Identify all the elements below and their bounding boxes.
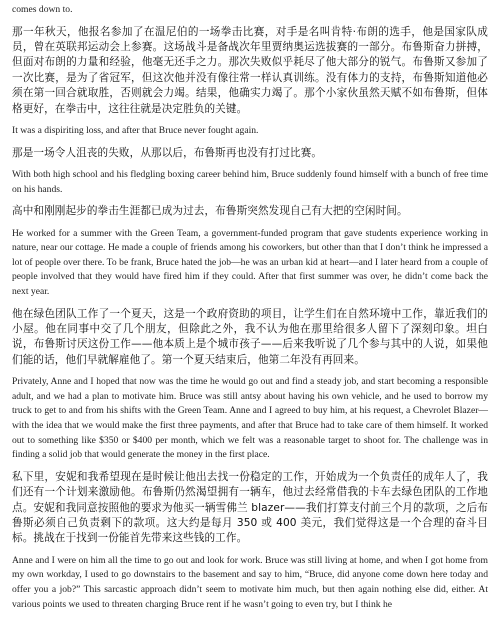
- paragraph-zh-green-team: 他在绿色团队工作了一个夏天，这是一个政府资助的项目，让学生们在自然环境中工作，靠近我们的小屋。他在同事中交了几个朋友，但除此之外，我不认为他在那里给很多人留下了深刻印象。坦白说，布鲁斯讨厌这份工作——他本质上是个城市孩子——后来我听说了几个参与其中的人说，如果他们能的话，他们早就解雇他了。第一个夏天结束后，他第二年没有再回来。: [12, 307, 488, 366]
- paragraph-zh-dispiriting-loss: 那是一场令人沮丧的失败，从那以后，布鲁斯再也没有打过比赛。: [12, 146, 323, 159]
- paragraph-en-dispiriting-loss: It was a dispiriting loss, and after that Bruce never fought again.: [12, 125, 259, 137]
- paragraph-en-steady-job: Privately, Anne and I hoped that now was the time he would go out and find a steady job, and start becoming a responsible adult, and we had a plan to motivate him. Bruce was still antsy about having his own vehicle, and he used to borrow my truck to get to and from his shifts with the Green Team. Anne and I agreed to buy him, at his request, a Chevrolet Blazer—with the idea that we would make the first three payments, and after that Bruce had to take care of them himself. It worked out to something like $350 or $400 per month, which we felt was a reasonable target to shoot for. The challenge was in finding a solid job that would generate the money in the first place.: [12, 376, 488, 461]
- paragraph-en-look-for-work: Anne and I were on him all the time to go out and look for work. Bruce was still living at home, and when I got home from my own workday, I used to go downstairs to the basement and say to him, “Bruce, did anyone come down here today and offer you a job?” This sarcastic approach didn’t seem to motivate him much, but then again nothing else did, either. At various points we used to threaten charging Bruce rent if he wasn’t going to even try, but I think he: [12, 554, 488, 610]
- paragraph-zh-boxing-match: 那一年秋天，他报名参加了在温尼伯的一场拳击比赛，对手是名叫肯特·布朗的选手，他是国家队成员，曾在英联邦运动会上参赛。这场战斗是备战次年里贾纳奥运选拔赛的一部分。布鲁斯奋力拼搏，但面对布朗的力量和经验，他毫无还手之力。那次失败似乎耗尽了他大部分的锐气。布鲁斯又参加了一次比赛，是为了省冠军，但这次他并没有像往常一样认真训练。没有体力的支持，布鲁斯知道他必须在第一回合就取胜，否则就会力竭。结果，他确实力竭了。那个小家伙虽然天赋不如布鲁斯，但体格更好，在拳击中，这往往就是决定胜负的关键。: [12, 25, 488, 115]
- paragraph-en-opening: comes down to.: [12, 4, 73, 15]
- paragraph-en-green-team: He worked for a summer with the Green Team, a government-funded program that gave students experience working in nature, near our cottage. He made a couple of friends among his coworkers, but other than that I don’t think he impressed a lot of people over there. To be frank, Bruce hated the job—he was an urban kid at heart—and I later heard from a couple of people involved that they would have fired him if they could. After that first summer was over, he didn’t come back the next year.: [12, 227, 488, 297]
- paragraph-en-free-time: With both high school and his fledgling boxing career behind him, Bruce suddenly found himself with a bunch of free time on his hands.: [12, 169, 488, 195]
- paragraph-zh-free-time: 高中和刚刚起步的拳击生涯都已成为过去，布鲁斯突然发现自己有大把的空闲时间。: [12, 205, 408, 218]
- paragraph-zh-steady-job: 私下里，安妮和我希望现在是时候让他出去找一份稳定的工作，开始成为一个负责任的成年人了，我们还有一个计划来激励他。布鲁斯仍然渴望拥有一辆车，他过去经常借我的卡车去绿色团队的工作地点。安妮和我同意按照他的要求为他买一辆雪佛兰 blazer——我们打算支付前三个月的款项，之后布鲁斯必须自己负责剩下的款项。这大约是每月 350 或 400 美元，我们觉得这是一个合理的奋斗目标。挑战在于找到一份能首先带来这些钱的工作。: [12, 470, 488, 545]
